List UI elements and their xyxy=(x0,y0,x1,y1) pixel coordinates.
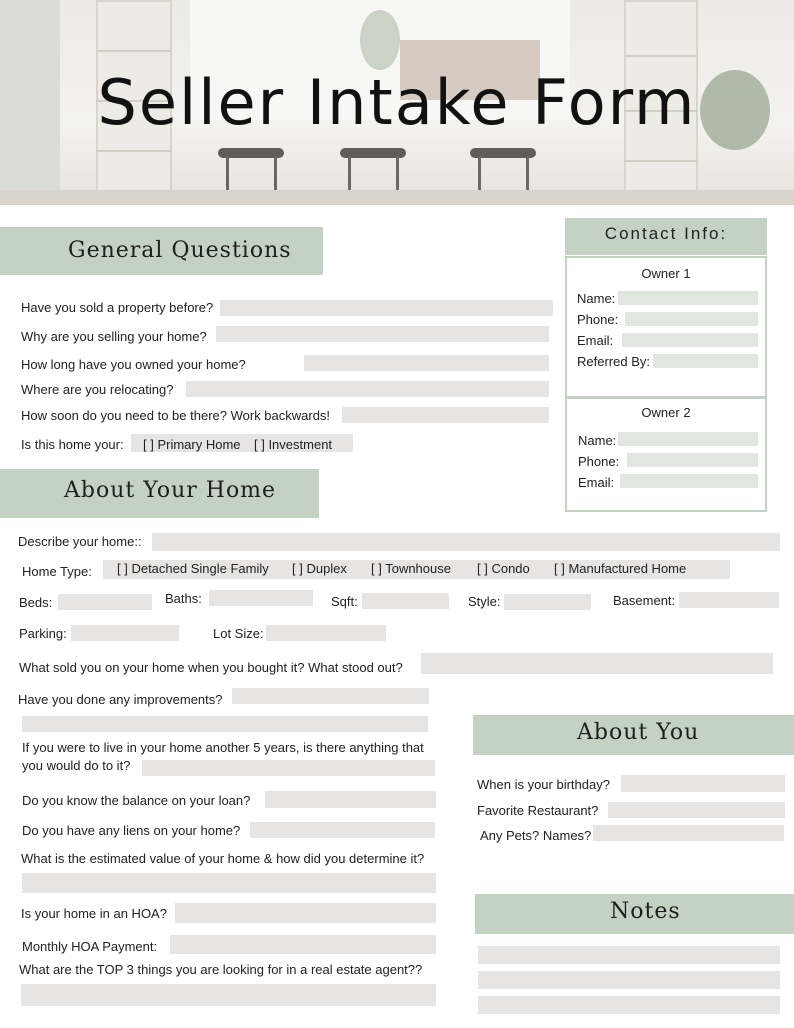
q-relocating: Where are you relocating? xyxy=(21,382,174,397)
answer-sold-you[interactable] xyxy=(421,653,773,674)
q-hoa: Is your home in an HOA? xyxy=(21,906,167,921)
q-restaurant: Favorite Restaurant? xyxy=(477,803,599,818)
q-why-selling: Why are you selling your home? xyxy=(21,329,207,344)
option-condo[interactable]: [ ] Condo xyxy=(477,561,530,576)
answer-five-years[interactable] xyxy=(142,760,435,776)
baths-label: Baths: xyxy=(165,591,202,606)
q-birthday: When is your birthday? xyxy=(477,777,610,792)
parking-field[interactable] xyxy=(71,625,179,641)
option-manufactured[interactable]: [ ] Manufactured Home xyxy=(554,561,687,576)
answer-estimated-value[interactable] xyxy=(22,873,436,893)
answer-improvements[interactable] xyxy=(232,688,429,704)
about-home-heading: About Your Home xyxy=(64,478,277,503)
q-describe-home: Describe your home:: xyxy=(18,534,142,549)
answer-pets[interactable] xyxy=(593,825,784,841)
lot-size-field[interactable] xyxy=(266,625,386,641)
q-estimated-value: What is the estimated value of your home & how did you determine it? xyxy=(21,851,425,866)
answer-restaurant[interactable] xyxy=(608,802,785,818)
owner2-email-field[interactable] xyxy=(620,474,758,488)
option-duplex[interactable]: [ ] Duplex xyxy=(292,561,347,576)
answer-why-selling[interactable] xyxy=(216,326,549,342)
basement-field[interactable] xyxy=(679,592,779,608)
home-type-label: Home Type: xyxy=(22,564,92,579)
owner2-name-field[interactable] xyxy=(618,432,758,446)
sqft-label: Sqft: xyxy=(331,594,358,609)
about-you-heading: About You xyxy=(577,720,700,745)
owner1-name-label: Name: xyxy=(577,291,616,306)
referred-by-field[interactable] xyxy=(653,354,758,368)
q-how-soon: How soon do you need to be there? Work backwards! xyxy=(21,408,331,423)
q-pets: Any Pets? Names? xyxy=(480,828,592,843)
q-improvements: Have you done any improvements? xyxy=(18,692,223,707)
option-primary-home[interactable]: [ ] Primary Home xyxy=(143,437,241,452)
answer-how-soon[interactable] xyxy=(342,407,549,423)
sqft-field[interactable] xyxy=(362,593,449,609)
beds-label: Beds: xyxy=(19,595,53,610)
answer-describe-home[interactable] xyxy=(152,533,780,551)
owner2-email-label: Email: xyxy=(578,475,615,490)
contact-info-heading: Contact Info: xyxy=(604,224,728,243)
q-agent-top3: What are the TOP 3 things you are looking for in a real estate agent?? xyxy=(19,962,423,977)
notes-line-2[interactable] xyxy=(478,971,780,989)
notes-line-1[interactable] xyxy=(478,946,780,964)
option-detached[interactable]: [ ] Detached Single Family xyxy=(117,561,269,576)
beds-field[interactable] xyxy=(58,594,152,610)
parking-label: Parking: xyxy=(19,626,67,641)
lot-size-label: Lot Size: xyxy=(213,626,264,641)
owner2-phone-field[interactable] xyxy=(627,453,758,467)
answer-liens[interactable] xyxy=(250,822,435,838)
style-field[interactable] xyxy=(504,594,591,610)
owner1-phone-field[interactable] xyxy=(625,312,758,326)
answer-agent-top3[interactable] xyxy=(21,984,436,1006)
q-how-long-owned: How long have you owned your home? xyxy=(21,357,246,372)
baths-field[interactable] xyxy=(209,590,313,606)
owner2-heading: Owner 2 xyxy=(641,405,691,420)
owner2-phone-label: Phone: xyxy=(578,454,620,469)
notes-heading: Notes xyxy=(610,899,681,924)
q-liens: Do you have any liens on your home? xyxy=(22,823,241,838)
form-title: Seller Intake Form xyxy=(97,66,697,139)
owner1-email-field[interactable] xyxy=(622,333,758,347)
style-label: Style: xyxy=(468,594,501,609)
owner1-email-label: Email: xyxy=(577,333,614,348)
owner1-heading: Owner 1 xyxy=(641,266,691,281)
answer-improvements-line2[interactable] xyxy=(22,716,428,732)
answer-loan-balance[interactable] xyxy=(265,791,436,808)
notes-line-3[interactable] xyxy=(478,996,780,1014)
hoa-payment-field[interactable] xyxy=(170,935,436,954)
answer-relocating[interactable] xyxy=(186,381,549,397)
q-five-years-line1: If you were to live in your home another 5 years, is there anything that xyxy=(22,740,424,755)
answer-sold-before[interactable] xyxy=(220,300,553,316)
basement-label: Basement: xyxy=(613,593,676,608)
referred-by-label: Referred By: xyxy=(577,354,650,369)
option-townhouse[interactable]: [ ] Townhouse xyxy=(371,561,451,576)
general-questions-heading: General Questions xyxy=(68,238,292,263)
hoa-payment-label: Monthly HOA Payment: xyxy=(22,939,158,954)
option-investment[interactable]: [ ] Investment xyxy=(254,437,333,452)
q-sold-you: What sold you on your home when you bought it? What stood out? xyxy=(19,660,403,675)
q-five-years-line2: you would do to it? xyxy=(22,758,131,773)
answer-how-long-owned[interactable] xyxy=(304,355,549,371)
q-sold-before: Have you sold a property before? xyxy=(21,300,214,315)
owner1-phone-label: Phone: xyxy=(577,312,619,327)
answer-birthday[interactable] xyxy=(621,775,785,792)
q-loan-balance: Do you know the balance on your loan? xyxy=(22,793,251,808)
owner2-name-label: Name: xyxy=(578,433,617,448)
answer-hoa[interactable] xyxy=(175,903,436,923)
owner1-name-field[interactable] xyxy=(618,291,758,305)
q-home-use: Is this home your: xyxy=(21,437,124,452)
